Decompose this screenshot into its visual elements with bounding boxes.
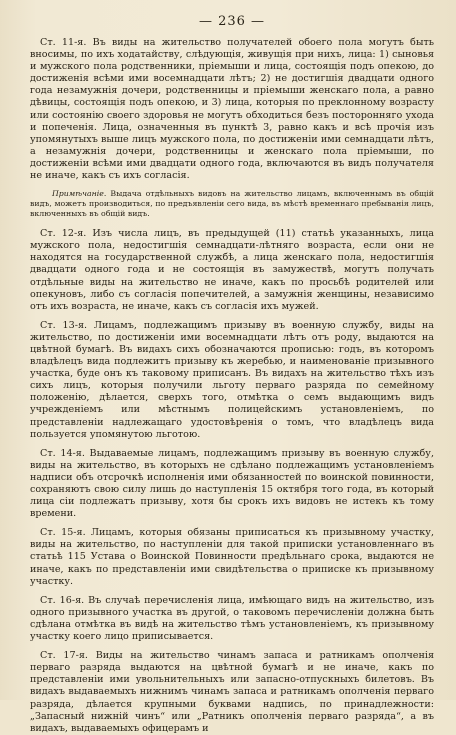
article-17: Ст. 17-я. Виды на жительство чинамъ запаса и ратникамъ ополченія перваго разряда выдаются на цвѣтной бумагѣ и не иначе, какъ по представленіи ими увольнительныхъ или запасно-отпускныхъ билетовъ. Въ видахъ выдаваемыхъ нижнимъ чинамъ запаса и ратникамъ ополченія перваго разряда, дѣлается крупными буквами надпись, по принадлежности: „Запасный нижній чинъ“ или „Ратникъ ополченія перваго разряда“, а въ видахъ, выдаваемыхъ офицерамъ и: [30, 650, 434, 734]
article-11-note: [30, 189, 434, 219]
article-13: Ст. 13-я. Лицамъ, подлежащимъ призыву въ военную службу, виды на жительство, по достиженіи ими восемнадцати лѣтъ отъ роду, выдаются на цвѣтной бумагѣ. Въ видахъ сихъ обозначаются прописью: годъ, въ которомъ владѣлецъ вида подлежитъ призыву къ жеребью, и наименованіе призывного участка, буде онъ къ таковому приписанъ. Въ видахъ на жительство тѣхъ изъ сихъ лицъ, которыя получили льготу перваго разряда по семейному положенію, дѣлается, сверхъ того, отмѣтка о семъ выдающимъ видъ учрежденіемъ или мѣстнымъ полицейскимъ установленіемъ, по представленіи надлежащаго удостовѣренія о томъ, что владѣлецъ вида пользуется упомянутою льготою.: [30, 319, 434, 440]
article-15: Ст. 15-я. Лицамъ, которыя обязаны приписаться къ призывному участку, виды на жительство, по наступленіи для такой приписки установленнаго въ статьѣ 115 Устава о Воинской Повинности предѣльнаго срока, выдаются не иначе, какъ по представленіи ими свидѣтельства о приписке къ призывному участку.: [30, 527, 434, 587]
article-11: Ст. 11-я. Въ виды на жительство получателей обоего пола могутъ быть вносимы, по ихъ ходатайству, слѣдующія, живущія при нихъ, лица: 1) сыновья и мужского пола родственники, пріемыши и лица, состоящія подъ опекою, до достиженія всѣми ими восемнадцати лѣтъ; 2) не достигшія двадцати одного года незамужнія дочери, родственницы и пріемыши женскаго пола, а равно дѣвицы, состоящія подъ опекою, и 3) лица, которыя по преклонному возрасту или состоянію своего здоровья не могутъ обходиться безъ посторонняго ухода и попеченія. Лица, означенныя въ пунктѣ 3, равно какъ и всѣ прочія изъ упомянутыхъ выше лицъ мужского пола, по достиженіи ими семнадцати лѣтъ, а незамужнія дочери, родственницы и женскаго пола пріемыши, по достиженіи всѣми ими двадцати одного года, включаются въ видъ получателя не иначе, какъ съ ихъ согласія.: [30, 37, 434, 182]
article-14: Ст. 14-я. Выдаваемые лицамъ, подлежащимъ призыву въ военную службу, виды на жительство, въ которыхъ не сдѣлано подлежащимъ установленіемъ надписи объ отсрочкѣ исполненія ими обязанностей по воинской повинности, сохраняютъ свою силу лишь до наступленія 15 октября того года, въ который лица сіи подлежатъ призыву, хотя бы срокъ ихъ видовъ не истекъ къ тому времени.: [30, 447, 434, 520]
note-label: Примѣчаніе.: [52, 189, 107, 199]
article-16: Ст. 16-я. Въ случаѣ перечисленія лица, имѣющаго видъ на жительство, изъ одного призывного участка въ другой, о таковомъ перечисленіи должна быть сдѣлана отмѣтка въ видѣ на жительство тѣмъ установленіемъ, къ призывному участку коего лицо приписывается.: [30, 594, 434, 643]
page-number: — 236 —: [198, 14, 266, 29]
article-12: Ст. 12-я. Изъ числа лицъ, въ предыдущей (11) статьѣ указанныхъ, лица мужского пола, недостигшія семнадцати-лѣтняго возраста, если они не находятся на государственной службѣ, а лица женскаго пола, недостигшія двадцати одного года и не состоящія въ замужествѣ, могутъ получать отдѣльные виды на жительство не иначе, какъ по просьбѣ родителей или опекуновъ, либо съ согласія попечителей, а замужнія женщины, независимо отъ ихъ возраста, не иначе, какъ съ согласія ихъ мужей.: [30, 228, 434, 312]
note-text: Выдача отдѣльныхъ видовъ на жительство лицамъ, включеннымъ въ общій видъ, можетъ производиться, по предъявленіи сего вида, въ мѣстѣ временнаго пребыванія лицъ, включенныхъ въ общій видъ.: [30, 189, 434, 219]
